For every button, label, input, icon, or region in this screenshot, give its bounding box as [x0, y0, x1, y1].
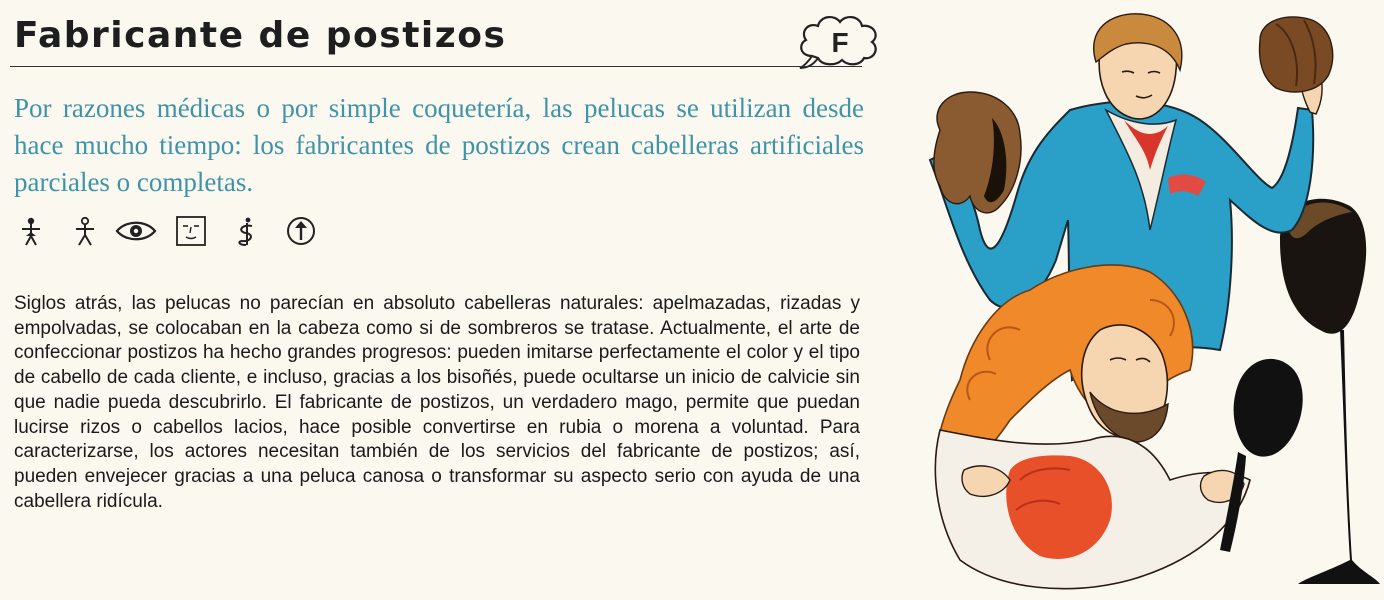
woman-figure-icon [14, 214, 48, 248]
man-figure-icon [68, 214, 102, 248]
intro-paragraph: Por razones médicas o por simple coquetería, las pelucas se utilizan desde hace mucho tiempo: los fabricantes de postizos crean cabelleras artificiales parciales o completas. [14, 93, 864, 197]
wigmaker-illustration [900, 0, 1384, 600]
up-arrow-circle-icon [284, 214, 318, 248]
category-badge-icon [794, 10, 884, 70]
face-portrait-icon [174, 214, 208, 248]
spiral-figure-icon [228, 214, 262, 248]
page-title: Fabricante de postizos [14, 15, 507, 56]
eye-icon [114, 214, 158, 248]
body-paragraph: Siglos atrás, las pelucas no parecían en absoluto cabelleras naturales: apelmazadas, rizadas y empolvadas, se colocaban en la cabeza como si de sombreros se tratase. Actualmente, el arte de confeccionar postizos ha hecho grandes progresos: pueden imitarse perfectamente el color y el tipo de cabello de cada cliente, e incluso, gracias a los bisoñés, puede ocultarse un inicio de calvicie sin que nadie pueda descubrirlo. El fabricante de postizos, un verdadero mago, permite que puedan lucirse rizos o cabellos lacios, hace posible convertirse en rubia o morena a voluntad. Para caracterizarse, los actores necesitan también de los servicios del fabricante de postizos; así, pueden envejecer gracias a una peluca canosa o transformar su aspecto serio con ayuda de una cabellera ridícula. [14, 293, 860, 512]
client-figure [935, 265, 1302, 589]
title-rule [10, 66, 862, 67]
badge-letter: F [831, 27, 849, 58]
